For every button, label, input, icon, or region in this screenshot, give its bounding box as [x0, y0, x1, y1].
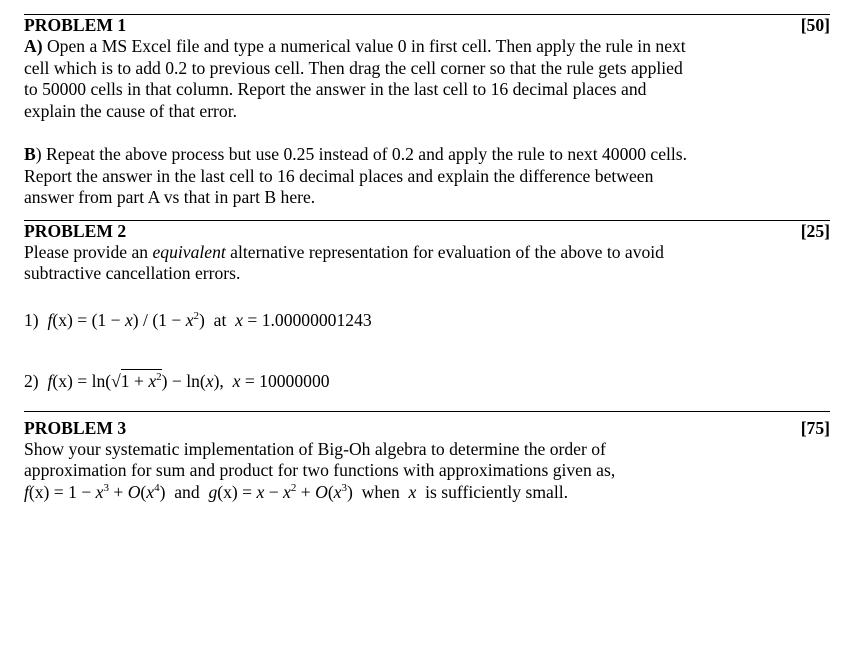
- f-e2: 4: [154, 481, 160, 494]
- part-b-paren: ): [35, 144, 42, 164]
- problem-3-line-3: [24, 482, 568, 502]
- part-a-line-4: explain the cause of that error.: [24, 100, 237, 121]
- item-2-x-value: = 10000000: [240, 371, 330, 391]
- intro-emphasis: equivalent: [152, 241, 226, 262]
- problem-1-part-b: [24, 144, 830, 209]
- problem-1-title: PROBLEM 1: [24, 15, 127, 35]
- part-a-line-3: to 50000 cells in that column. Report the answer in the last cell to 16 decimal places and: [24, 79, 647, 99]
- g-arg: (x): [217, 481, 238, 502]
- problem-3-line-1: Show your systematic implementation of Big-Oh algebra to determine the order of: [24, 438, 606, 459]
- g-e: ): [346, 481, 353, 502]
- item-2-rhs-a: = ln(: [72, 371, 112, 391]
- tail-text: is sufficiently small.: [425, 481, 569, 502]
- g-e1: 2: [290, 481, 297, 494]
- g-x3: x: [333, 481, 342, 502]
- item-2-number: 2): [24, 371, 39, 391]
- item-2-f: f: [47, 371, 53, 391]
- item-1-arg: (x): [52, 309, 73, 330]
- intro-before: Please provide an: [24, 241, 153, 262]
- sqrt-sign: √: [111, 371, 121, 391]
- problem-2: [24, 221, 830, 393]
- problem-1-points: [50]: [800, 15, 830, 35]
- problem-3: [24, 418, 830, 504]
- problem-2-item-1: [24, 310, 830, 332]
- item-2-arg: (x): [52, 371, 73, 391]
- problem-3-points: [75]: [800, 417, 830, 438]
- g-O: O: [315, 481, 328, 502]
- part-a-label: A): [24, 36, 43, 56]
- part-b-line-3: answer from part A vs that in part B here.: [24, 187, 316, 207]
- item-1-at: at: [213, 309, 227, 330]
- f-c: (: [140, 481, 147, 502]
- and-text: and: [174, 481, 200, 502]
- sqrt-body: [121, 369, 162, 391]
- problem-2-item-2: [24, 371, 830, 393]
- f-arg: (x): [28, 481, 50, 502]
- intro-after: alternative representation for evaluation of the above to avoid: [225, 241, 664, 262]
- f-x1: x: [95, 481, 104, 502]
- problem-3-title: PROBLEM 3: [24, 417, 127, 438]
- problem-3-header: [24, 418, 830, 439]
- item-2-var-b: x: [205, 371, 214, 391]
- part-b-label: B: [24, 144, 36, 164]
- item-1-var-b: x: [185, 309, 194, 330]
- problem-2-header: [24, 221, 830, 242]
- item-1-rhs-b: ) / (1 −: [132, 309, 186, 330]
- divider-2: [24, 411, 830, 412]
- item-1-f: f: [47, 309, 53, 330]
- g-x2: x: [283, 481, 291, 502]
- sqrt-exp: 2: [156, 371, 162, 383]
- g-name: g: [208, 481, 218, 502]
- g-e2: 3: [341, 481, 347, 494]
- problem-1-header: [24, 15, 830, 36]
- problem-3-line-2: approximation for sum and product for two functions with approximations given as,: [24, 460, 616, 480]
- item-1-exp: 2: [193, 309, 200, 322]
- item-1-rhs-a: = (1 −: [72, 309, 125, 330]
- problem-3-body: [24, 439, 830, 504]
- g-a: =: [237, 481, 257, 502]
- g-x1: x: [256, 481, 265, 502]
- part-a-line-2: cell which is to add 0.2 to previous cell. Then drag the cell corner so that the rule gets applied: [24, 57, 683, 78]
- problem-1-part-a: [24, 36, 830, 122]
- item-1-number: 1): [24, 309, 39, 330]
- intro-line-2: subtractive cancellation errors.: [24, 263, 241, 283]
- f-b: +: [108, 481, 128, 502]
- when-text: when: [361, 481, 400, 502]
- problem-1: [24, 15, 830, 209]
- g-d: (: [327, 481, 334, 502]
- item-2-rhs-c: ),: [213, 371, 224, 391]
- f-d: ): [159, 481, 166, 502]
- sqrt-body-a: 1 +: [120, 371, 149, 391]
- item-2-rhs-b: ) − ln(: [161, 371, 206, 391]
- part-b-line-2: Report the answer in the last cell to 16 decimal places and explain the difference between: [24, 165, 654, 186]
- small-x: x: [408, 481, 417, 502]
- f-x2: x: [146, 481, 155, 502]
- item-1-var-a: x: [124, 309, 133, 330]
- part-a-line-1: Open a MS Excel file and type a numerical value 0 in first cell. Then apply the rule in next: [42, 36, 686, 56]
- f-O: O: [127, 481, 141, 502]
- f-e1: 3: [103, 481, 109, 494]
- part-b-line-1: Repeat the above process but use 0.25 instead of 0.2 and apply the rule to next 40000 cells.: [41, 144, 688, 164]
- item-2-x: x: [232, 371, 241, 391]
- sqrt-var: x: [148, 371, 157, 391]
- problem-2-points: [25]: [800, 220, 830, 241]
- g-b: −: [264, 481, 284, 502]
- f-a: = 1 −: [49, 481, 96, 502]
- g-c: +: [296, 481, 316, 502]
- item-1-x: x: [235, 309, 243, 330]
- item-1-x-value: = 1.00000001243: [242, 309, 372, 330]
- f-name: f: [24, 481, 29, 502]
- problem-2-intro: [24, 242, 830, 285]
- item-1-rhs-c: ): [199, 309, 205, 330]
- problem-2-title: PROBLEM 2: [24, 220, 127, 241]
